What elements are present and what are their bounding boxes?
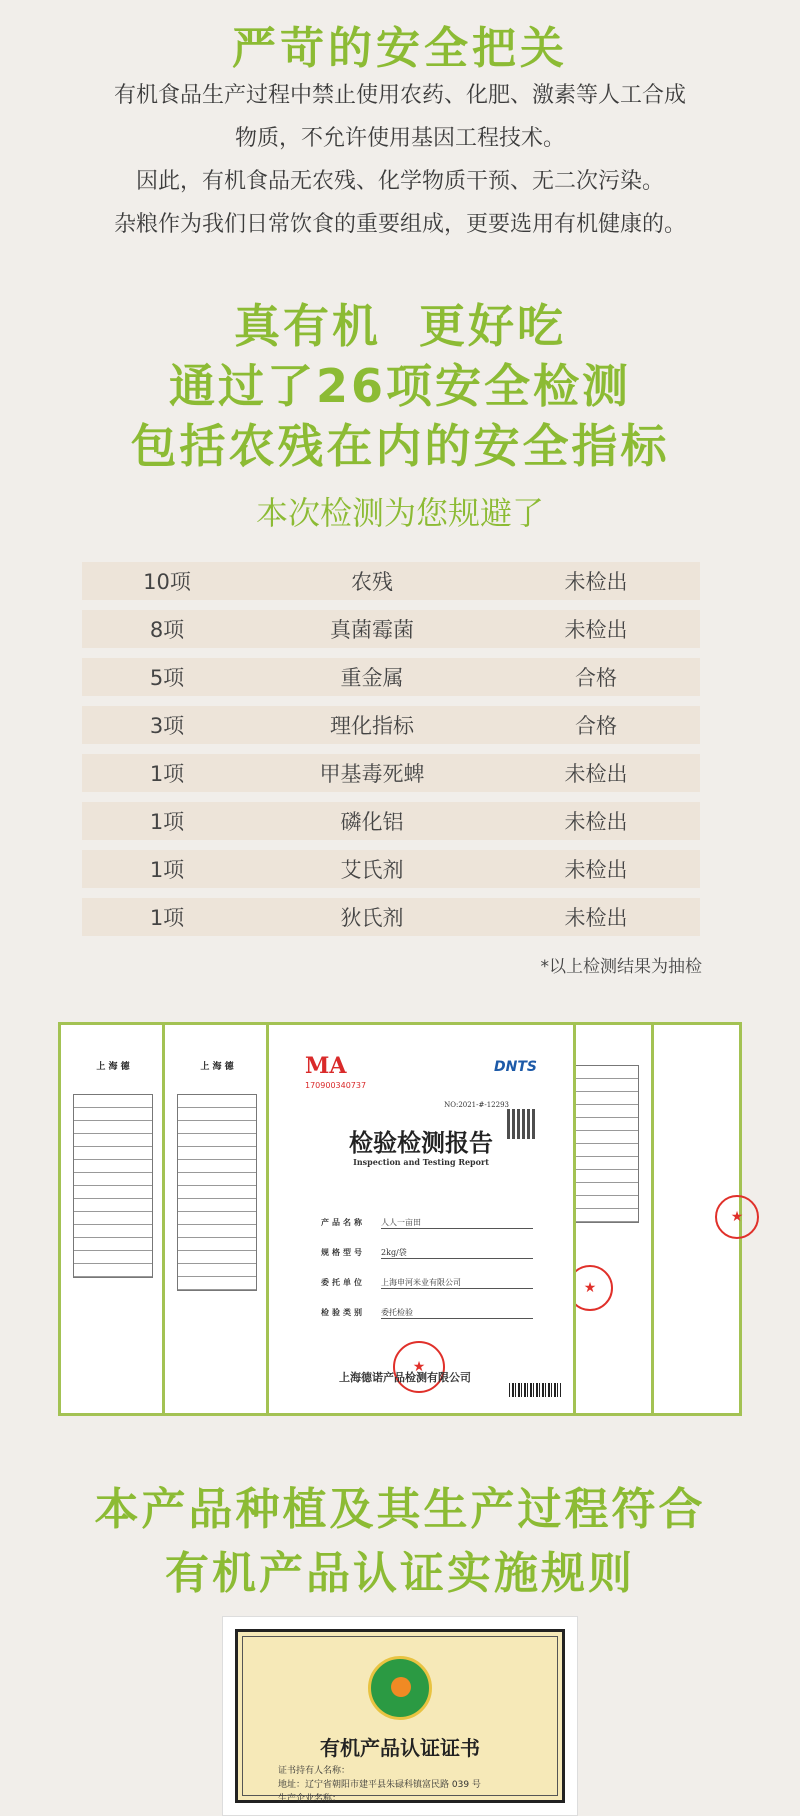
report-doc-title: 上 海 德 (96, 1062, 130, 1072)
row-count: 8项 (149, 618, 185, 642)
row-result: 未检出 (564, 618, 628, 642)
row-count: 1项 (149, 762, 185, 786)
row-result: 未检出 (564, 906, 628, 930)
field-label: 产品名称 (321, 1217, 365, 1227)
row-result: 未检出 (564, 810, 628, 834)
table-row (82, 850, 700, 888)
report-page-image (58, 1022, 168, 1416)
row-result: 合格 (575, 666, 617, 690)
red-seal-icon: ★ (393, 1341, 445, 1393)
row-count: 3项 (149, 714, 185, 738)
report-field (321, 1217, 533, 1229)
intro-line: 物质，不允许使用基因工程技术。 (234, 126, 565, 151)
table-row (82, 562, 700, 600)
red-seal-icon: ★ (715, 1195, 759, 1239)
table-row (82, 610, 700, 648)
row-result: 未检出 (564, 858, 628, 882)
table-row (82, 754, 700, 792)
table-row (82, 706, 700, 744)
report-title-en: Inspection and Testing Report (353, 1157, 489, 1167)
row-item: 重金属 (340, 666, 404, 690)
certificate-title: 有机产品认证证书 (320, 1736, 480, 1760)
report-number: NO:2021-#-12293 (444, 1101, 509, 1109)
row-count: 10项 (143, 570, 191, 594)
certificate-line: 证书持有人名称： (278, 1766, 351, 1776)
test-subhead: 本次检测为您规避了 (255, 494, 544, 532)
field-label: 检验类别 (321, 1307, 365, 1317)
row-item: 农残 (351, 570, 393, 594)
headline-line: 包括农残在内的安全指标 (130, 419, 670, 473)
sampling-note: *以上检测结果为抽检 (540, 957, 702, 977)
field-value: 人人一亩田 (381, 1217, 533, 1229)
report-org: 上海德诺产品检测有限公司 (339, 1371, 471, 1384)
section-title-safety: 严苛的安全把关 (232, 23, 568, 74)
row-item: 甲基毒死蜱 (319, 762, 425, 786)
row-result: 合格 (575, 714, 617, 738)
row-item: 理化指标 (330, 714, 414, 738)
headline-line: 真有机 更好吃 (233, 299, 567, 353)
table-row (82, 658, 700, 696)
field-label: 规格型号 (321, 1247, 365, 1257)
field-value: 2kg/袋 (381, 1247, 533, 1259)
red-seal-icon: ★ (567, 1265, 613, 1311)
report-title: 检验检测报告 (349, 1128, 493, 1157)
row-count: 1项 (149, 858, 185, 882)
certificate-line: 地址：辽宁省朝阳市建平县朱碌科镇富民路 039 号 (278, 1780, 481, 1790)
certificate-frame (235, 1629, 565, 1803)
certification-headline (0, 1478, 800, 1606)
headline-line: 本产品种植及其生产过程符合 (94, 1484, 706, 1535)
row-item: 磷化铝 (340, 810, 404, 834)
row-count: 1项 (149, 810, 185, 834)
headline-line: 有机产品认证实施规则 (165, 1548, 635, 1599)
organic-seal-icon (368, 1656, 432, 1720)
row-result: 未检出 (564, 570, 628, 594)
certificate-line: 生产企业名称： (278, 1794, 342, 1804)
field-label: 委托单位 (321, 1277, 365, 1287)
row-item: 真菌霉菌 (330, 618, 414, 642)
report-fields (321, 1217, 533, 1337)
report-field (321, 1307, 533, 1319)
intro-line: 因此，有机食品无农残、化学物质干预、无二次污染。 (135, 169, 664, 194)
row-count: 5项 (149, 666, 185, 690)
table-row (82, 802, 700, 840)
barcode-icon (509, 1383, 561, 1397)
report-page-image (162, 1022, 272, 1416)
main-report-image (266, 1022, 576, 1416)
certificate-details (278, 1764, 532, 1806)
row-item: 艾氏剂 (340, 858, 404, 882)
report-field (321, 1247, 533, 1259)
ma-logo: MA (305, 1053, 347, 1079)
row-count: 1项 (149, 906, 185, 930)
report-mini-table (73, 1094, 153, 1278)
test-results-table (82, 562, 700, 946)
field-value: 上海申河米业有限公司 (381, 1277, 533, 1289)
field-value: 委托检验 (381, 1307, 533, 1319)
row-result: 未检出 (564, 762, 628, 786)
report-mini-table (177, 1094, 257, 1291)
headline-line: 通过了26项安全检测 (168, 359, 631, 413)
headline-block (0, 296, 800, 476)
report-doc-title: 上 海 德 (200, 1062, 234, 1072)
report-gallery (58, 1022, 742, 1416)
row-item: 狄氏剂 (340, 906, 404, 930)
report-field (321, 1277, 533, 1289)
intro-line: 有机食品生产过程中禁止使用农药、化肥、激素等人工合成 (113, 83, 686, 108)
ma-number: 170900340737 (305, 1081, 367, 1090)
organic-certificate-image (222, 1616, 578, 1816)
intro-line: 杂粮作为我们日常饮食的重要组成，更要选用有机健康的。 (113, 212, 686, 237)
table-row (82, 898, 700, 936)
intro-paragraph (0, 74, 800, 246)
dnts-logo: DNTS (494, 1059, 537, 1075)
report-page-image (642, 1022, 742, 1416)
